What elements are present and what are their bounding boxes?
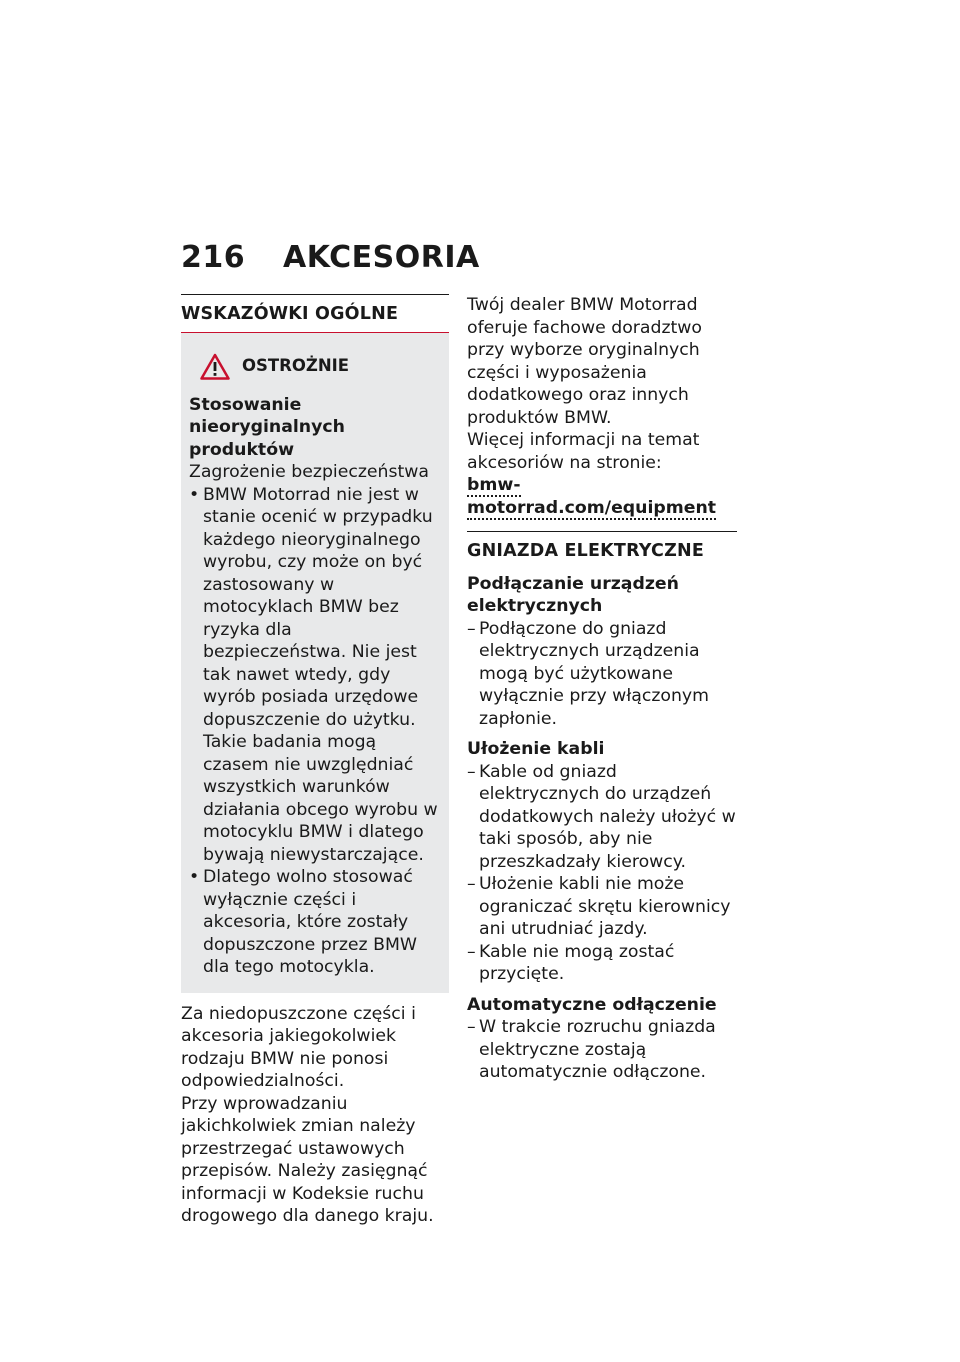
warning-title: [189, 353, 439, 380]
chapter-title: AKCESORIA: [283, 240, 480, 275]
section-title-general: WSKAZÓWKI OGÓLNE: [181, 304, 399, 324]
list-item: – Kable od gniazd elektrycznych do urządzeń dodatkowych należy ułożyć w taki sposób, aby nie przeszkadzały kierowcy.: [467, 761, 737, 874]
page-number: 216: [181, 240, 246, 275]
list-item: – Kable nie mogą zostać przycięte.: [467, 941, 737, 986]
warning-bullets: [189, 484, 439, 979]
warning-label: OSTROŻNIE: [242, 355, 350, 375]
paragraph-liability: Za niedopuszczone części i akcesoria jakiegokolwiek rodzaju BMW nie ponosi odpowiedzialności.: [181, 1003, 416, 1091]
warning-triangle-icon: [200, 353, 230, 380]
warning-box: [181, 333, 449, 993]
paragraph-more-info: Więcej informacji na temat akcesoriów na stronie:: [467, 430, 700, 473]
subheading-cable-routing: Ułożenie kabli: [467, 739, 605, 759]
section-title-sockets: GNIAZDA ELEKTRYCZNE: [467, 541, 704, 561]
paragraph-dealer: Twój dealer BMW Motorrad oferuje fachowe doradztwo przy wyborze oryginalnych części i wyposażenia dodatkowego oraz innych produktów BMW.: [467, 295, 702, 428]
subheading-auto-disconnect: Automatyczne odłączenie: [467, 994, 717, 1015]
list-item: – W trakcie rozruchu gniazda elektryczne zostają automatycznie odłączone.: [467, 1016, 737, 1084]
warning-heading: Stosowanie nieoryginalnych produktów: [189, 394, 345, 460]
page-header: [181, 240, 480, 275]
list-item: – Ułożenie kabli nie może ograniczać skrętu kierownicy ani utrudniać jazdy.: [467, 873, 737, 941]
warning-hazard: Zagrożenie bezpieczeństwa: [189, 462, 430, 482]
auto-disconnect-list: [467, 1016, 737, 1084]
cable-routing-list: [467, 761, 737, 986]
list-item: – Podłączone do gniazd elektrycznych urządzenia mogą być użytkowane wyłącznie przy włączonym zapłonie.: [467, 618, 737, 731]
paragraph-regulations: Przy wprowadzaniu jakichkolwiek zmian należy przestrzegać ustawowych przepisów. Należy zasięgnąć informacji w Kodeksie ruchu drogowego dla danego kraju.: [181, 1093, 434, 1226]
accessories-link[interactable]: bmw-motorrad.com/equipment: [467, 475, 717, 518]
list-item: • Dlatego wolno stosować wyłącznie części i akcesoria, które zostały dopuszczone przez BMW dla tego motocykla.: [189, 866, 439, 979]
subheading-connecting: Podłączanie urządzeń elektrycznych: [467, 573, 679, 616]
connecting-list: [467, 618, 737, 731]
right-column: [467, 294, 737, 1084]
list-item: • BMW Motorrad nie jest w stanie ocenić w przypadku każdego nieoryginalnego wyrobu, czy może on być zastosowany w motocyklach BMW bez ryzyka dla bezpieczeństwa. Nie jest tak nawet wtedy, gdy wyrób posiada urzędowe dopuszczenie do użytku. Takie badania mogą czasem nie uwzględniać wszystkich warunków działania obcego wyrobu w motocyklu BMW i dlatego bywają niewystarczające.: [189, 484, 439, 867]
left-column: [181, 294, 449, 1228]
